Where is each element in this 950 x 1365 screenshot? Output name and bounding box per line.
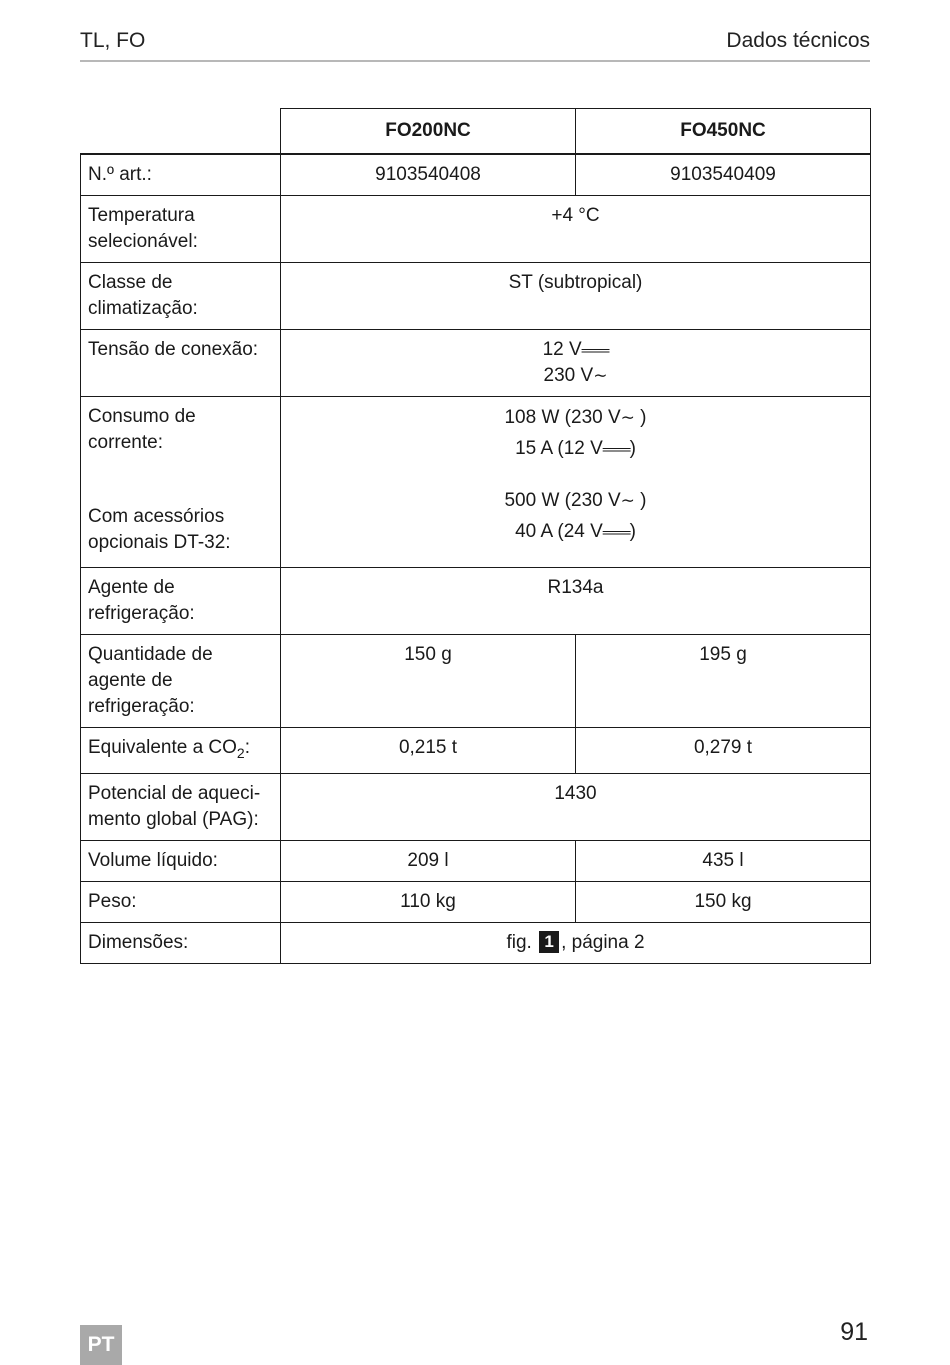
table-row — [81, 330, 871, 397]
consumption-dc-line: 15 A (12 V═══) — [515, 438, 636, 459]
table-row — [81, 773, 871, 840]
refrigerant-qty-2: 195 g — [576, 635, 871, 728]
table-corner-cell — [81, 109, 281, 155]
dimensions-prefix: fig. — [506, 931, 532, 953]
table-row — [81, 196, 871, 263]
table-header-row — [81, 109, 871, 155]
co2-value-1: 0,215 t — [281, 728, 576, 774]
page-header — [80, 28, 870, 62]
table-row — [81, 154, 871, 196]
dc-symbol-icon: ═══ — [602, 524, 630, 540]
voltage-label: Tensão de conexão: — [81, 330, 281, 397]
voltage-ac: 230 V — [543, 365, 594, 386]
accessories-label: Com acessórios opcionais DT-32: — [88, 506, 231, 553]
header-section-title: Dados técnicos — [726, 29, 870, 52]
model-header-1: FO200NC — [281, 109, 576, 155]
volume-value-2: 435 l — [576, 840, 871, 881]
weight-value-1: 110 kg — [281, 881, 576, 922]
figure-reference-badge: 1 — [539, 931, 559, 953]
co2-label: Equivalente a $CO_2$: — [81, 728, 281, 774]
co2-value-2: 0,279 t — [576, 728, 871, 774]
header-product-range: TL, FO — [80, 29, 146, 52]
table-row — [81, 728, 871, 774]
volume-label: Volume líquido: — [81, 840, 281, 881]
table-row — [81, 840, 871, 881]
dimensions-value — [281, 922, 871, 963]
temp-label: Temperatura selecionável: — [81, 196, 281, 263]
art-label: N.º art.: — [81, 154, 281, 196]
accessories-ac-line: 500 W (230 V∼ ) — [504, 490, 647, 511]
table-row — [81, 263, 871, 330]
table-row — [81, 922, 871, 963]
consumption-ac: 108 W (230 V — [504, 407, 621, 428]
consumption-ac-line: 108 W (230 V∼ ) — [504, 407, 647, 428]
table-row — [81, 881, 871, 922]
dimensions-suffix: , página 2 — [561, 931, 645, 953]
voltage-ac-line — [288, 363, 863, 389]
climate-label: Classe de climatização: — [81, 263, 281, 330]
volume-value-1: 209 l — [281, 840, 576, 881]
accessories-ac: 500 W (230 V — [504, 490, 621, 511]
consumption-dc: 15 A (12 V — [515, 438, 603, 459]
climate-value: ST (subtropical) — [281, 263, 871, 330]
accessories-dc: 40 A (24 V — [515, 521, 603, 542]
table-row — [81, 397, 871, 568]
consumption-label-cell — [81, 397, 281, 568]
consumption-label: Consumo de corrente: — [88, 406, 196, 453]
dc-symbol-icon: ═══ — [581, 342, 609, 358]
refrigerant-qty-label: Quantidade de agente de refrigeração: — [81, 635, 281, 728]
refrigerant-qty-1: 150 g — [281, 635, 576, 728]
refrigerant-value: R134a — [281, 568, 871, 635]
voltage-values — [281, 330, 871, 397]
ac-symbol-icon: ∼ — [620, 408, 635, 427]
voltage-dc: 12 V — [542, 339, 582, 360]
gwp-value: 1430 — [281, 773, 871, 840]
accessories-dc-line: 40 A (24 V═══) — [515, 521, 636, 542]
weight-value-2: 150 kg — [576, 881, 871, 922]
art-value-1: 9103540408 — [281, 154, 576, 196]
dimensions-label: Dimensões: — [81, 922, 281, 963]
language-badge: PT — [80, 1325, 122, 1365]
weight-label: Peso: — [81, 881, 281, 922]
ac-symbol-icon: ∼ — [593, 366, 608, 385]
art-value-2: 9103540409 — [576, 154, 871, 196]
temp-value: +4 °C — [281, 196, 871, 263]
refrigerant-label: Agente de refrigeração: — [81, 568, 281, 635]
ac-symbol-icon: ∼ — [620, 491, 635, 510]
page-number: 91 — [840, 1318, 868, 1346]
table-row — [81, 568, 871, 635]
dc-symbol-icon: ═══ — [602, 441, 630, 457]
table-row — [81, 635, 871, 728]
consumption-values — [281, 397, 871, 568]
technical-data-table — [80, 108, 871, 964]
voltage-dc-line — [288, 337, 863, 363]
model-header-2: FO450NC — [576, 109, 871, 155]
gwp-label: Potencial de aqueci-mento global (PAG): — [81, 773, 281, 840]
